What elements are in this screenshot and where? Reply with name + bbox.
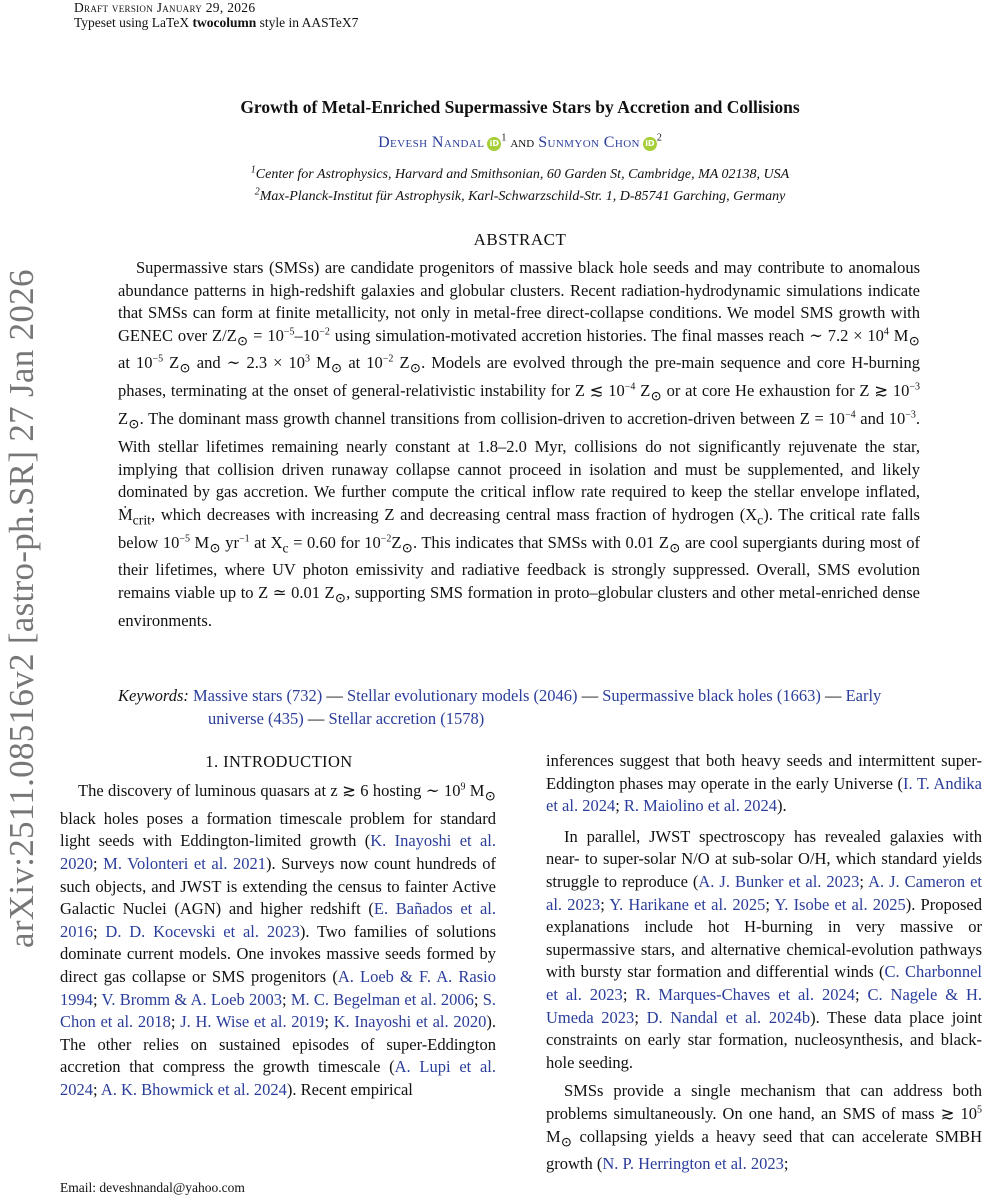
author-2-link[interactable]: Sunmyon Chon <box>538 134 640 151</box>
citation-link[interactable]: N. P. Herrington et al. 2023 <box>602 1154 784 1174</box>
keyword-link[interactable]: Massive stars (732) <box>193 686 323 705</box>
abstract-heading: ABSTRACT <box>473 230 567 249</box>
section-heading: 1. INTRODUCTION <box>205 752 353 771</box>
intro-column-2 <box>546 750 982 1176</box>
citation-link[interactable]: D. D. Kocevski et al. 2023 <box>105 921 300 941</box>
citation-link[interactable]: Y. Isobe et al. 2025 <box>774 894 906 914</box>
abstract-text: Supermassive stars (SMSs) are candidate progenitors of massive black hole seeds and may contribute to anomalous abundance patterns in high-redshift galaxies and globular clusters. Recent radiation-hydrodynamic simulations indicate that SMSs can form at finite metallicity, not only in metal-free direct-collapse conditions. We model SMS growth with GENEC over $Z/Z_⊙ = 10^{-5}-10^{-2}$ using simulation-motivated accretion histories. The final masses reach ∼ $7.2 \times 10^4$ $M_⊙$ at $10^{-5}$ $Z_⊙$ and ∼ $2.3 \times 10^3$ $M_⊙$ at $10^{-2}$ $Z_⊙$. Models are evolved through the pre-main sequence and core H-burning phases, terminating at the onset of general-relativistic instability for Z ≲ $10^{-4}$ $Z_⊙$ or at core He exhaustion for Z ≳ $10^{-3}$ $Z_⊙$. The dominant mass growth channel transitions from collision-driven to accretion-driven between $Z = 10^{-4}$ and $10^{-3}$. With stellar lifetimes remaining nearly constant at 1.8–2.0 Myr, collisions do not significantly rejuvenate the star, implying that collision driven runaway collapse cannot proceed in isolation and must be supplemented, and likely dominated by gas accretion. We further compute the critical inflow rate required to keep the stellar envelope inflated, Ṁ$_{crit}$, which decreases with increasing Z and decreasing central mass fraction of hydrogen $(X_c)$. The critical rate falls below $10^{-5}$ $M_⊙$ $yr^{-1}$ at $X_c = 0.60$ for $10^{-2}Z_⊙$. This indicates that SMSs with 0.01 $Z_⊙$ are cool supergiants during most of their lifetimes, where UV photon emissivity and radiative feedback is strongly suppressed. Overall, SMS evolution remains viable up to Z ≃ 0.01 $Z_⊙$, supporting SMS formation in proto–globular clusters and other metal-enriched dense environments. <box>118 258 921 630</box>
typeset-line: Typeset using LaTeX twocolumn style in AASTeX7 <box>74 15 359 30</box>
affiliation-2: $^2$Max-Planck-Institut für Astrophysik, Karl-Schwarzschild-Str. 1, D-85741 Garching, Germany <box>254 186 786 204</box>
paragraph: SMSs provide a single mechanism that can address both problems simultaneously. On one hand, an SMS of mass ≳ $10^5$ $M_⊙$ collapsing yields a heavy seed that can accelerate SMBH growth (N. P. Herrington et al. 2023; <box>546 1081 982 1174</box>
citation-link[interactable]: A. J. Bunker et al. 2023 <box>698 871 860 891</box>
arxiv-sidebar-stamp: arXiv:2511.08516v2 [astro-ph.SR] 27 Jan 2026 <box>2 269 41 948</box>
affiliation-1: $^1$Center for Astrophysics, Harvard and Smithsonian, 60 Garden St, Cambridge, MA 02138, USA <box>250 164 790 182</box>
keyword-link[interactable]: Stellar accretion (1578) <box>328 709 485 728</box>
citation-link[interactable]: M. Volonteri et al. 2021 <box>103 854 267 874</box>
paper-title: Growth of Metal-Enriched Supermassive Stars by Accretion and Collisions <box>240 97 800 117</box>
citation-link[interactable]: R. Marques-Chaves et al. 2024 <box>635 984 855 1004</box>
citation-link[interactable]: M. C. Begelman et al. 2006 <box>290 989 474 1009</box>
paragraph: inferences suggest that both heavy seeds and intermittent super-Eddington phases may operate in the early Universe (I. T. Andika et al. 2024; R. Maiolino et al. 2024). <box>546 751 982 816</box>
citation-link[interactable]: A. J. Cameron et al. 2023 <box>546 871 982 914</box>
citation-link[interactable]: A. Lupi et al. 2024 <box>60 1057 496 1100</box>
author-1-link[interactable]: Devesh Nandal <box>378 134 485 151</box>
citation-link[interactable]: A. K. Bhowmick et al. 2024 <box>100 1080 287 1100</box>
citation-link[interactable]: K. Inayoshi et al. 2020 <box>333 1012 487 1032</box>
citation-link[interactable]: J. H. Wise et al. 2019 <box>180 1012 325 1032</box>
citation-link[interactable]: C. Nagele & H. Umeda 2023 <box>546 984 983 1027</box>
latex-logo: LaTeX <box>151 15 190 30</box>
citation-link[interactable]: Y. Harikane et al. 2025 <box>609 894 766 914</box>
citation-link[interactable]: A. Loeb & F. A. Rasio 1994 <box>60 967 496 1009</box>
citation-link[interactable]: D. Nandal et al. 2024b <box>646 1007 811 1027</box>
citation-link[interactable]: K. Inayoshi et al. 2020 <box>60 831 496 874</box>
citation-link[interactable]: C. Charbonnel et al. 2023 <box>546 962 982 1004</box>
author-list: Devesh Nandal iD $^1$ and Sunmyon Chon iD $^2$ <box>378 132 662 151</box>
keywords-label: Keywords: <box>118 686 189 705</box>
citation-link[interactable]: V. Bromm & A. Loeb 2003 <box>101 989 282 1009</box>
paragraph: In parallel, JWST spectroscopy has revealed galaxies with near- to super-solar N/O at sub-solar O/H, which standard yields struggle to reproduce (A. J. Bunker et al. 2023; A. J. Cameron et al. 2023; Y. Harikane et al. 2025; Y. Isobe et al. 2025). Proposed explanations include hot H-burning in very massive or supermassive stars, and alternative chemical-evolution pathways with bursty star formation and differential winds (C. Charbonnel et al. 2023; R. Marques-Chaves et al. 2024; C. Nagele & H. Umeda 2023; D. Nandal et al. 2024b). These data place joint constraints on early star formation, nucleosynthesis, and black-hole seeding. <box>546 826 983 1072</box>
citation-link[interactable]: I. T. Andika et al. 2024 <box>546 773 982 816</box>
draft-line: Draft version January 29, 2026 <box>74 0 256 15</box>
footnote-email: Email: deveshnandal@yahoo.com <box>60 1180 245 1195</box>
orcid-icon[interactable]: iD <box>643 137 657 151</box>
citation-link[interactable]: R. Maiolino et al. 2024 <box>623 796 777 816</box>
keyword-link[interactable]: Supermassive black holes (1663) <box>602 686 821 705</box>
orcid-icon[interactable]: iD <box>487 137 501 151</box>
keyword-link[interactable]: Stellar evolutionary models (2046) <box>347 686 578 705</box>
keyword-link[interactable]: Early universe (435) <box>208 686 882 728</box>
citation-link[interactable]: S. Chon et al. 2018 <box>60 989 497 1032</box>
intro-column-1: The discovery of luminous quasars at z ≳ 6 hosting ∼ $10^9$ $M_⊙$ black holes poses a formation timescale problem for standard light seeds with Eddington-limited growth (K. Inayoshi et al. 2020; M. Volonteri et al. 2021). Surveys now count hundreds of such objects, and JWST is extending the census to fainter Active Galactic Nuclei (AGN) and higher redshift (E. Bañados et al. 2016; D. D. Kocevski et al. 2023). Two families of solutions dominate current models. One invokes massive seeds formed by direct gas collapse or SMS progenitors (A. Loeb & F. A. Rasio 1994; V. Bromm & A. Loeb 2003; M. C. Begelman et al. 2006; S. Chon et al. 2018; J. H. Wise et al. 2019; K. Inayoshi et al. 2020). The other relies on sustained episodes of super-Eddington accretion that compress the growth timescale (A. Lupi et al. 2024; A. K. Bhowmick et al. 2024). Recent empirical <box>60 781 497 1100</box>
citation-link[interactable]: E. Bañados et al. 2016 <box>60 899 496 941</box>
keywords: Keywords: Massive stars (732) — Stellar evolutionary models (2046) — Supermassive black holes (1663) — Early universe (435) — Stellar accretion (1578) <box>118 686 882 728</box>
